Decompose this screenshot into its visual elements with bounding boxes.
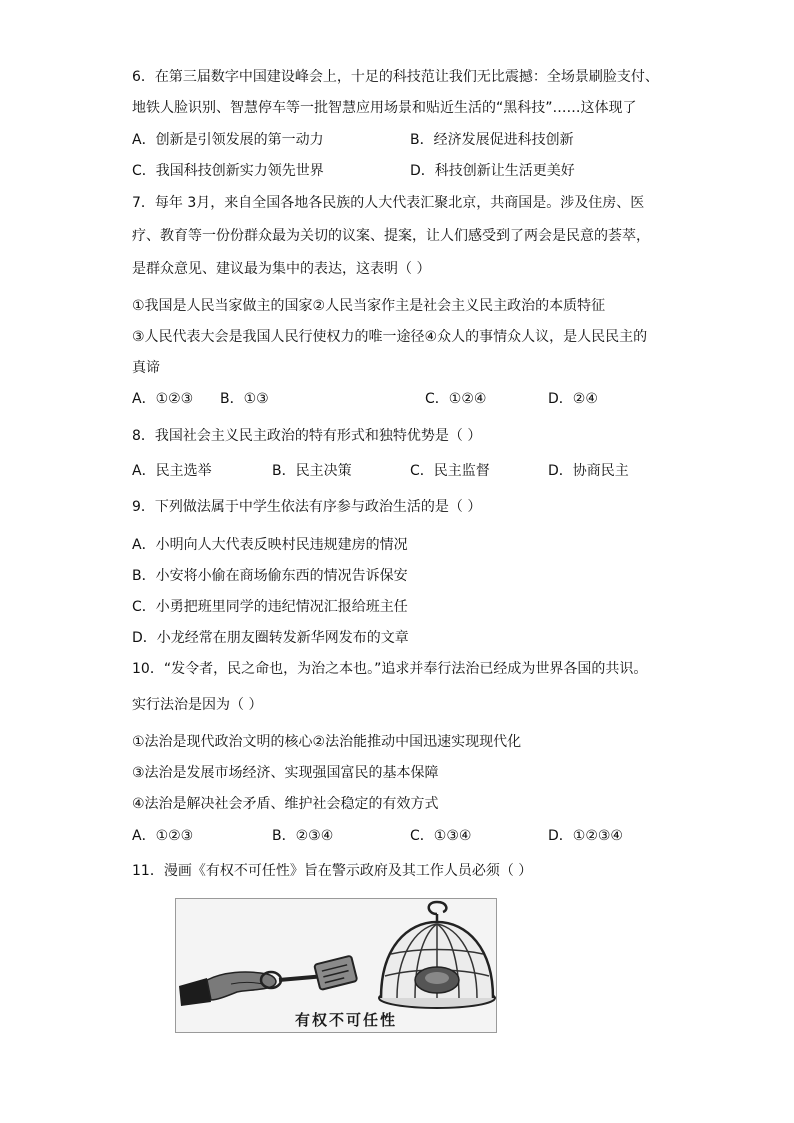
q10-statement-line1: ①法治是现代政治文明的核心②法治能推动中国迅速实现现代化 <box>132 734 522 750</box>
cartoon-image <box>175 898 497 1033</box>
cartoon-drawing <box>175 898 497 1033</box>
q9-option-d: D．小龙经常在朋友圈转发新华网发布的文章 <box>132 630 409 646</box>
q8-stem: 8．我国社会主义民主政治的特有形式和独特优势是（ ） <box>132 428 482 444</box>
q6-stem-line1: 6．在第三届数字中国建设峰会上，十足的科技范让我们无比震撼：全场景刷脸支付、 <box>132 69 659 85</box>
q6-option-d: D．科技创新让生活更美好 <box>410 163 575 179</box>
q8-option-d: D．协商民主 <box>548 463 629 479</box>
q10-stem-line2: 实行法治是因为（ ） <box>132 697 263 713</box>
q10-option-d: D．①②③④ <box>548 828 623 844</box>
q8-option-c: C．民主监督 <box>410 463 490 479</box>
q8-option-b: B．民主决策 <box>272 463 352 479</box>
q9-option-a: A．小明向人大代表反映村民违规建房的情况 <box>132 537 408 553</box>
q10-statement-line2: ③法治是发展市场经济、实现强国富民的基本保障 <box>132 765 439 781</box>
q11-stem: 11．漫画《有权不可任性》旨在警示政府及其工作人员必须（ ） <box>132 863 533 879</box>
q7-option-d: D．②④ <box>548 391 598 407</box>
q10-option-a: A．①②③ <box>132 828 194 844</box>
q7-stem-line2: 疗、教育等一份份群众最为关切的议案、提案，让人们感受到了两会是民意的荟萃， <box>132 228 650 244</box>
q7-option-a: A．①②③ <box>132 391 194 407</box>
q7-stem-line1: 7．每年 3月，来自全国各地各民族的人大代表汇聚北京，共商国是。涉及住房、医 <box>132 195 645 211</box>
q10-stem-line1: 10．“发令者，民之命也，为治之本也。”追求并奉行法治已经成为世界各国的共识。 <box>132 661 648 677</box>
q7-statement-line1: ①我国是人民当家做主的国家②人民当家作主是社会主义民主政治的本质特征 <box>132 298 606 314</box>
q8-option-a: A．民主选举 <box>132 463 212 479</box>
q9-stem: 9．下列做法属于中学生依法有序参与政治生活的是（ ） <box>132 499 482 515</box>
q7-statement-line2: ③人民代表大会是我国人民行使权力的唯一途径④众人的事情众人议，是人民民主的 <box>132 329 648 345</box>
q9-option-b: B．小安将小偷在商场偷东西的情况告诉保安 <box>132 568 408 584</box>
q7-option-b: B．①③ <box>220 391 269 407</box>
q7-option-c: C．①②④ <box>425 391 487 407</box>
q6-option-c: C．我国科技创新实力领先世界 <box>132 163 324 179</box>
q10-option-b: B．②③④ <box>272 828 334 844</box>
q6-stem-line2: 地铁人脸识别、智慧停车等一批智慧应用场景和贴近生活的“黑科技”……这体现了 <box>132 100 637 116</box>
q10-option-c: C．①③④ <box>410 828 472 844</box>
q6-option-a: A．创新是引领发展的第一动力 <box>132 132 324 148</box>
q7-statement-line3: 真谛 <box>132 360 160 376</box>
q10-statement-line3: ④法治是解决社会矛盾、维护社会稳定的有效方式 <box>132 796 439 812</box>
q6-option-b: B．经济发展促进科技创新 <box>410 132 574 148</box>
q9-option-c: C．小勇把班里同学的违纪情况汇报给班主任 <box>132 599 408 615</box>
q7-stem-line3: 是群众意见、建议最为集中的表达，这表明（ ） <box>132 261 431 277</box>
cartoon-caption: 有权不可任性 <box>295 1011 398 1029</box>
